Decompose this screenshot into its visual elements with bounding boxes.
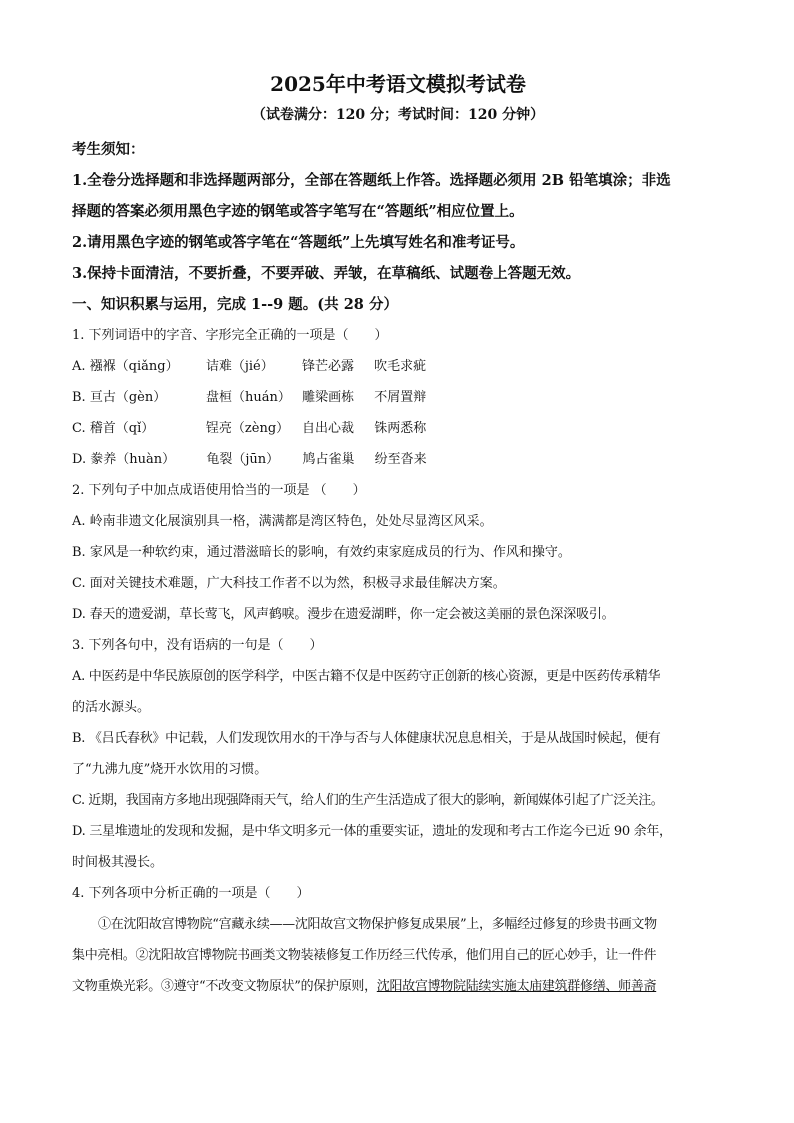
question-2-option: A. 岭南非遗文化展演别具一格，满满都是湾区特色，处处尽显湾区风采。 xyxy=(72,514,493,529)
question-2-option: C. 面对关键技术难题，广大科技工作者不以为然，积极寻求最佳解决方案。 xyxy=(72,576,506,591)
question-1-option-b xyxy=(72,382,724,413)
question-4-passage-line xyxy=(72,971,724,1002)
option-word: 龟裂（jūn） xyxy=(206,452,280,467)
question-4-passage-line: 集中亮相。②沈阳故宫博物院书画类文物装裱修复工作历经三代传承，他们用自己的匠心妙手，让一件件 xyxy=(72,948,657,963)
option-word: 自出心裁 xyxy=(302,421,355,436)
notice-item: 3.保持卡面清洁，不要折叠，不要弄破、弄皱，在草稿纸、试题卷上答题无效。 xyxy=(72,265,581,282)
notice-item: 择题的答案必须用黑色字迹的钢笔或答字笔写在“答题纸”相应位置上。 xyxy=(72,203,524,220)
option-label: C. xyxy=(72,421,86,436)
section-heading: 一、知识积累与运用，完成 1--9 题。(共 28 分） xyxy=(72,296,398,313)
question-3-option: 时间极其漫长。 xyxy=(72,855,164,870)
underlined-phrase: 沈阳故宫博物院陆续实施太庙建筑群修缮、师善斋 xyxy=(376,979,657,994)
notice-heading: 考生须知： xyxy=(72,141,145,158)
question-4-stem: 4. 下列各项中分析正确的一项是（ ） xyxy=(72,886,310,901)
notice-item: 2.请用黑色字迹的钢笔或答字笔在“答题纸”上先填写姓名和准考证号。 xyxy=(72,234,525,251)
option-label: B. xyxy=(72,390,86,405)
question-4-passage-line: ①在沈阳故宫博物院“宫藏永续——沈阳故宫文物保护修复成果展”上，多幅经过修复的珍贵书画文物 xyxy=(98,917,657,932)
passage-text: 文物重焕光彩。③遵守“不改变文物原状”的保护原则， xyxy=(72,979,377,994)
option-word: 稽首（qǐ） xyxy=(89,421,155,436)
option-word: 盘桓（huán） xyxy=(205,390,291,405)
option-word: 纷至沓来 xyxy=(374,452,427,467)
option-word: 不屑置辩 xyxy=(374,390,427,405)
notice-item: 1.全卷分选择题和非选择题两部分，全部在答题纸上作答。选择题必须用 2B 铅笔填涂；非选 xyxy=(72,172,671,189)
question-3-option: A. 中医药是中华民族原创的医学科学，中医古籍不仅是中医药守正创新的核心资源，更是中医药传承精华 xyxy=(72,669,661,684)
question-1-stem: 1. 下列词语中的字音、字形完全正确的一项是（ ） xyxy=(72,328,388,343)
question-2-stem: 2. 下列句子中加点成语使用恰当的一项是 （ ） xyxy=(72,483,366,498)
exam-page xyxy=(72,70,724,1002)
question-1-option-a xyxy=(72,351,724,382)
question-2-option: D. 春天的遗爱湖，草长莺飞，风声鹤唳。漫步在遗爱湖畔，你一定会被这美丽的景色深深吸引。 xyxy=(72,607,615,622)
option-word: 铢两悉称 xyxy=(374,421,427,436)
option-word: 雕梁画栋 xyxy=(302,390,355,405)
question-1-option-d xyxy=(72,444,724,475)
option-word: 襁褓（qiǎng） xyxy=(89,359,179,374)
option-word: 豢养（huàn） xyxy=(90,452,176,467)
option-word: 锋芒必露 xyxy=(301,359,354,374)
option-word: 亘古（gèn） xyxy=(89,390,167,405)
exam-subtitle: （试卷满分：120 分；考试时间：120 分钟） xyxy=(251,107,545,123)
question-2-option: B. 家风是一种软约束，通过潜滋暗长的影响，有效约束家庭成员的行为、作风和操守。 xyxy=(72,545,571,560)
option-word: 锃亮（zèng） xyxy=(205,421,290,436)
exam-title: 2025年中考语文模拟考试卷 xyxy=(270,72,526,96)
question-3-option: 了“九沸九度”烧开水饮用的习惯。 xyxy=(72,762,268,777)
option-label: A. xyxy=(72,359,86,374)
option-word: 诘难（jié） xyxy=(205,359,274,374)
question-3-option: D. 三星堆遗址的发现和发掘，是中华文明多元一体的重要实证，遗址的发现和考古工作迄今已近 90 余年， xyxy=(72,824,672,839)
option-label: D. xyxy=(72,452,87,467)
option-word: 鸠占雀巢 xyxy=(302,452,355,467)
question-1-option-c xyxy=(72,413,724,444)
option-word: 吹毛求疵 xyxy=(374,359,427,374)
question-3-option: C. 近期，我国南方多地出现强降雨天气，给人们的生产生活造成了很大的影响，新闻媒体引起了广泛关注。 xyxy=(72,793,664,808)
question-3-stem: 3. 下列各句中，没有语病的一句是（ ） xyxy=(72,638,323,653)
question-3-option: 的活水源头。 xyxy=(72,700,151,715)
question-3-option: B. 《吕氏春秋》中记载，人们发现饮用水的干净与否与人体健康状况息息相关，于是从战国时候起，便有 xyxy=(72,731,661,746)
